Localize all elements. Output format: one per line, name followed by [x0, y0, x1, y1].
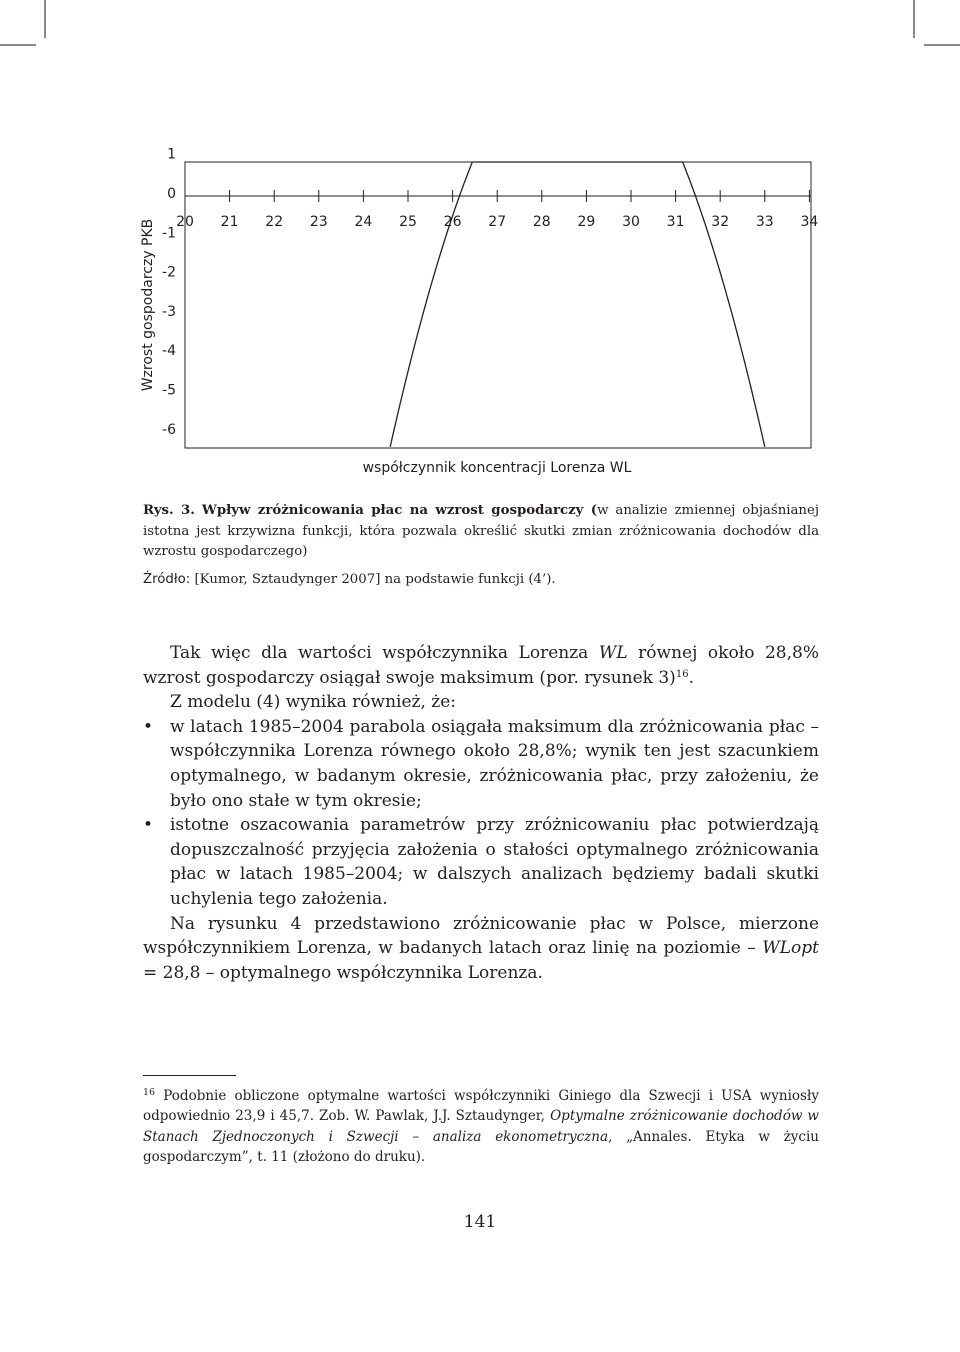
bullet-icon: • [143, 716, 154, 737]
x-axis-label: współczynnik koncentracji Lorenza WL [362, 460, 632, 476]
x-tick-label: 26 [443, 214, 462, 230]
paragraph-1-text-c: . [688, 667, 694, 688]
paragraph-1 [143, 641, 819, 690]
paragraph-1-text-a: Tak więc dla wartości współczynnika Lorenza [170, 643, 599, 663]
figure-caption [143, 501, 819, 563]
x-tick-label: 29 [577, 214, 596, 230]
paragraph-3 [143, 912, 819, 986]
x-tick-label: 32 [711, 214, 730, 230]
source-text: [Kumor, Sztaudynger 2007] na podstawie funkcji (4’). [190, 572, 556, 587]
footnote [143, 1086, 819, 1168]
figure-source [143, 570, 556, 591]
plot-frame [185, 162, 811, 448]
footnote-text-b: , „Annales. Etyka w życiu gospodarczym”, t. 11 (złożono do druku). [143, 1128, 819, 1166]
parabola-chart [0, 0, 960, 500]
x-tick-label: 23 [309, 214, 328, 230]
y-tick-label: -5 [162, 382, 176, 399]
footnote-reference: 16 [675, 668, 689, 680]
symbol-wlopt: WLopt [762, 938, 819, 959]
figure-label: Rys. 3. [143, 503, 195, 518]
y-axis-label: Wzrost gospodarczy PKB [140, 218, 156, 392]
series-line-gdp-growth [390, 162, 765, 447]
y-tick-label: -6 [162, 421, 176, 438]
bullet-list [143, 715, 819, 912]
x-tick-label: 28 [532, 214, 551, 230]
body-text [143, 641, 819, 985]
x-tick-label: 27 [488, 214, 507, 230]
x-tick-label: 34 [800, 214, 819, 230]
y-tick-label: -3 [162, 303, 176, 320]
x-tick-label: 33 [755, 214, 774, 230]
page-number: 141 [463, 1212, 497, 1232]
paragraph-3-text-a: Na rysunku 4 przedstawiono zróżnicowanie płac w Polsce, mierzone współczynnikiem Lorenza, w badanych latach oraz linię na poziomie – [143, 913, 819, 959]
bullet-icon: • [143, 815, 154, 836]
source-label: Źródło: [143, 572, 191, 587]
paragraph-1-text-b: równej około 28,8% wzrost gospodarczy osiągał swoje maksimum (por. rysunek 3) [143, 643, 819, 688]
y-tick-label: 1 [167, 146, 176, 163]
paragraph-2: Z modelu (4) wynika również, że: [170, 692, 457, 713]
x-tick-label: 24 [354, 214, 373, 230]
y-axis-ticks [162, 147, 176, 438]
y-tick-label: 0 [167, 186, 176, 202]
list-item [143, 715, 819, 813]
paragraph-3-text-b: = 28,8 – optymalnego współczynnika Lorenza. [143, 962, 543, 983]
y-tick-label: -2 [162, 264, 176, 281]
footnote-title: Optymalne zróżnicowanie dochodów w Stanach Zjednoczonych i Szwecji – analiza ekonometryczna [143, 1108, 819, 1145]
y-tick-label: -4 [162, 343, 176, 360]
x-tick-label: 20 [176, 214, 194, 230]
footnote-text-a: Podobnie obliczone optymalne wartości współczynniki Giniego dla Szwecji i USA wyniosły odpowiednio 23,9 i 45,7. Zob. W. Pawlak, J.J. Sztaudynger, [143, 1088, 819, 1125]
footnote-divider [143, 1075, 236, 1076]
x-tick-label: 25 [399, 214, 417, 230]
list-item-text: w latach 1985–2004 parabola osiągała maksimum dla zróżnicowania płac – współczynnika Lorenza równego około 28,8%; wynik ten jest szacunkiem optymalnego, w badanym okresie, zróżnicowania płac, przy założeniu, że było ono stałe w tym okresie; [170, 716, 819, 811]
x-tick-label: 30 [622, 214, 640, 230]
x-tick-label: 31 [666, 214, 685, 230]
list-item-text: istotne oszacowania parametrów przy zróżnicowaniu płac potwierdzają dopuszczalność przyjęcia założenia o stałości optymalnego zróżnicowania płac w latach 1985–2004; w dalszych analizach będziemy badali skutki uchylenia tego założenia. [170, 815, 819, 909]
footnote-number: 16 [143, 1087, 156, 1098]
list-item [143, 813, 819, 911]
x-tick-label: 21 [220, 214, 239, 230]
y-tick-label: -1 [162, 225, 176, 242]
x-tick-label: 22 [265, 214, 284, 230]
symbol-wl: WL [598, 643, 628, 663]
figure-description: w analizie zmiennej objaśnianej istotna jest krzywizna funkcji, która pozwala określić skutki zmian zróżnicowania dochodów dla wzrostu gospodarczego) [143, 503, 819, 559]
figure-title: Wpływ zróżnicowania płac na wzrost gospodarczy ( [201, 503, 598, 518]
